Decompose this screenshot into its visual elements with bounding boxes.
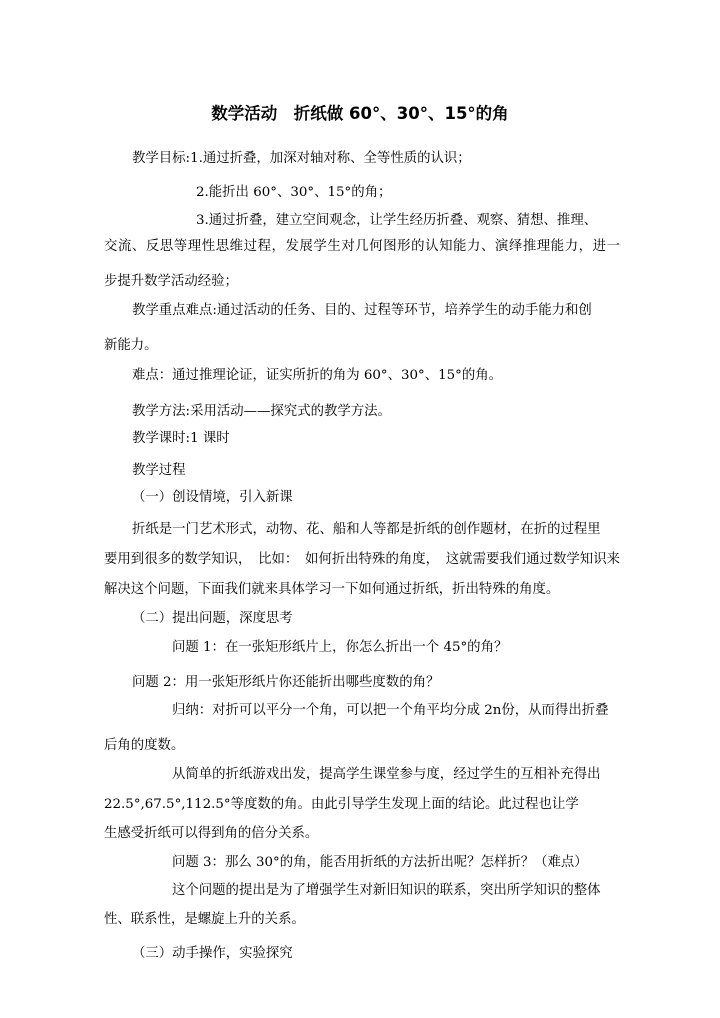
section-1-heading: （一）创设情境，引入新课	[132, 490, 293, 505]
question-3-note-line-2: 性、联系性，是螺旋上升的关系。	[104, 912, 305, 927]
intro-line-3: 解决这个问题，下面我们就来具体学习一下如何通过折纸，折出特殊的角度。	[104, 582, 560, 597]
game-line-1: 从简单的折纸游戏出发，提高学生课堂参与度，经过学生的互相补充得出	[172, 767, 601, 782]
intro-line-2: 要用到很多的数学知识， 比如： 如何折出特殊的角度， 这就需要我们通过数学知识来	[104, 552, 620, 567]
question-3: 问题 3：那么 30°的角，能否用折纸的方法折出呢？怎样折？（难点）	[172, 855, 588, 870]
question-2: 问题 2：用一张矩形纸片你还能折出哪些度数的角？	[132, 675, 440, 690]
question-3-note-line-1: 这个问题的提出是为了增强学生对新旧知识的联系，突出所学知识的整体	[172, 883, 601, 898]
objective-line-4: 交流、反思等理性思维过程，发展学生对几何图形的认知能力、演绎推理能力，进一	[104, 239, 620, 254]
difficulty-line: 难点：通过推理论证，证实所折的角为 60°、30°、15°的角。	[132, 368, 503, 383]
process-heading: 教学过程	[132, 463, 186, 478]
key-difficulty-line-1: 教学重点难点:通过活动的任务、目的、过程等环节，培养学生的动手能力和创	[132, 303, 592, 318]
summary-line-2: 后角的度数。	[104, 738, 185, 753]
key-difficulty-line-2: 新能力。	[104, 338, 158, 353]
summary-line-1: 归纳：对折可以平分一个角，可以把一个角平均分成 2n份，从而得出折叠	[172, 703, 609, 718]
intro-line-1: 折纸是一门艺术形式，动物、花、船和人等都是折纸的创作题材，在折的过程里	[132, 522, 601, 537]
teaching-hours-line: 教学课时:1 课时	[132, 431, 230, 446]
game-line-2: 22.5°,67.5°,112.5°等度数的角。由此引导学生发现上面的结论。此过程也让学	[104, 797, 579, 812]
objective-line-1: 教学目标:1.通过折叠，加深对轴对称、全等性质的认识；	[132, 151, 471, 166]
teaching-method-line: 教学方法:采用活动——探究式的教学方法。	[132, 404, 391, 419]
section-2-heading: （二）提出问题，深度思考	[132, 611, 293, 626]
objective-line-2: 2.能折出 60°、30°、15°的角；	[196, 185, 392, 200]
question-1: 问题 1：在一张矩形纸片上，你怎么折出一个 45°的角？	[172, 640, 508, 655]
objective-line-3: 3.通过折叠，建立空间观念，让学生经历折叠、观察、猜想、推理、	[196, 213, 598, 228]
game-line-3: 生感受折纸可以得到角的倍分关系。	[104, 826, 319, 841]
section-3-heading: （三）动手操作，实验探究	[132, 946, 293, 961]
document-title: 数学活动 折纸做 60°、30°、15°的角	[211, 104, 509, 123]
objective-line-5: 步提升数学活动经验；	[104, 274, 238, 289]
